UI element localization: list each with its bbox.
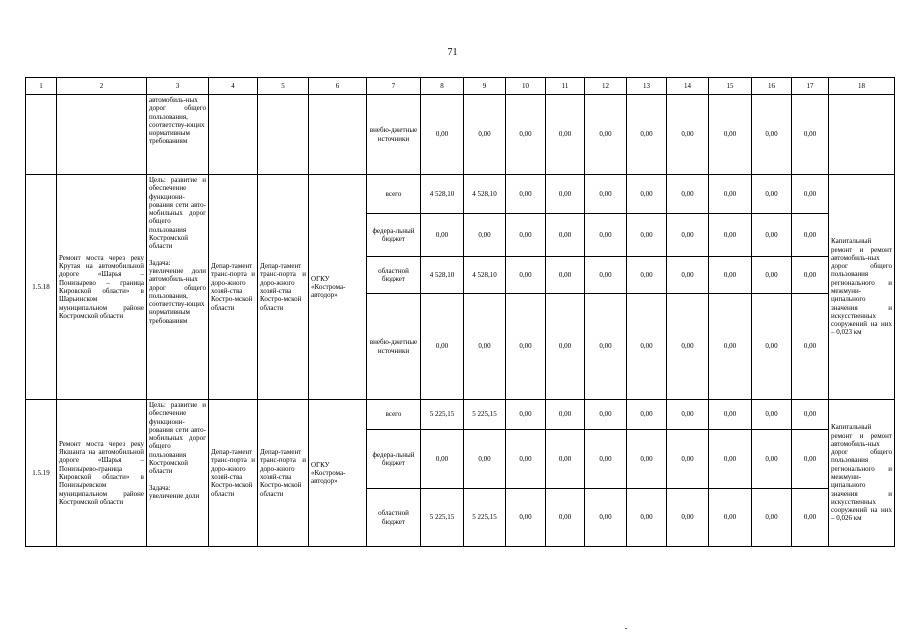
goal-task-cell [147, 175, 209, 400]
column-header: 11 [546, 78, 585, 95]
column-header: 12 [585, 78, 627, 95]
value-cell: 0,00 [709, 430, 752, 489]
value-cell: 0,00 [792, 489, 829, 547]
value-cell: 0,00 [464, 214, 506, 257]
value-cell: 0,00 [792, 214, 829, 257]
column-header: 8 [421, 78, 464, 95]
value-cell: 0,00 [627, 257, 667, 294]
funding-source: всего [367, 400, 421, 430]
value-cell: 0,00 [506, 400, 546, 430]
row-id: 1.5.19 [26, 400, 57, 547]
value-cell: 0,00 [792, 175, 829, 214]
column-header: 13 [627, 78, 667, 95]
dept-cell: Депар-тамент транс-порта и доро-жного хозяй-ства Костро-мской области [209, 175, 258, 400]
spacer [149, 251, 206, 259]
value-cell: 0,00 [667, 430, 709, 489]
value-cell: 0,00 [667, 294, 709, 400]
column-header: 9 [464, 78, 506, 95]
value-cell: 4 528,10 [421, 175, 464, 214]
value-cell: 0,00 [709, 489, 752, 547]
task-text: Задача: увеличение доли [149, 483, 200, 500]
value-cell: 0,00 [627, 294, 667, 400]
value-cell: 5 225,15 [464, 400, 506, 430]
column-header: 10 [506, 78, 546, 95]
value-cell: 0,00 [627, 489, 667, 547]
value-cell: 0,00 [667, 95, 709, 175]
value-cell: 0,00 [464, 294, 506, 400]
value-cell: 0,00 [709, 257, 752, 294]
funding-source: областной бюджет [367, 257, 421, 294]
value-cell: 0,00 [546, 430, 585, 489]
value-cell: 0,00 [752, 430, 792, 489]
value-cell: 0,00 [506, 489, 546, 547]
dept-cell: Депар-тамент транс-порта и доро-жного хозяй-ства Костро-мской области [209, 400, 258, 547]
value-cell: 0,00 [506, 175, 546, 214]
value-cell: 0,00 [585, 294, 627, 400]
value-cell: 0,00 [752, 257, 792, 294]
value-cell: 0,00 [627, 400, 667, 430]
row-id: 1.5.18 [26, 175, 57, 400]
value-cell: 0,00 [667, 257, 709, 294]
value-cell: 5 225,15 [421, 400, 464, 430]
goal-task-cell [147, 400, 209, 547]
column-header: 3 [147, 78, 209, 95]
value-cell: 0,00 [546, 294, 585, 400]
funding-source: областной бюджет [367, 489, 421, 547]
page-number: 71 [447, 47, 458, 58]
value-cell: 5 225,15 [464, 489, 506, 547]
goal-text: Цель: развитие и обеспечение функциони-рования сети авто-мобильных дорог общего пользования Костромской области [149, 401, 206, 476]
value-cell: 5 225,15 [421, 489, 464, 547]
column-header: 1 [26, 78, 57, 95]
spacer [149, 476, 206, 484]
executor-cell: ОГКУ «Кострома-автодор» [309, 400, 367, 547]
row-id-cell [26, 95, 57, 175]
dept-cell: Депар-тамент транс-порта и доро-жного хозяй-ства Костро-мской области [258, 175, 309, 400]
dept-cell [258, 95, 309, 175]
column-header: 17 [792, 78, 829, 95]
header-row [26, 78, 895, 95]
value-cell: 0,00 [752, 294, 792, 400]
funding-source: внебю-джетные источники [367, 95, 421, 175]
value-cell: 0,00 [709, 294, 752, 400]
task-text: Задача: увеличение доли автомобиль-ных дорог общего пользования, соответству-ющих нормативным требованиям [149, 258, 206, 325]
result-cell: Капитальный ремонт и ремонт автомобиль-ных дорог общего пользования регионального и межмуни-ципального значения и искусственных сооружений на них – 0,026 км [829, 400, 895, 547]
table-row [26, 400, 895, 430]
value-cell: 0,00 [421, 294, 464, 400]
column-header: 4 [209, 78, 258, 95]
value-cell: 4 528,10 [421, 257, 464, 294]
column-header: 2 [57, 78, 147, 95]
value-cell: 0,00 [709, 175, 752, 214]
value-cell: 0,00 [585, 489, 627, 547]
value-cell: 0,00 [421, 214, 464, 257]
value-cell: 0,00 [667, 175, 709, 214]
dept-cell [209, 95, 258, 175]
continuation-row [26, 95, 895, 175]
value-cell: 0,00 [464, 430, 506, 489]
column-header: 7 [367, 78, 421, 95]
value-cell: 0,00 [506, 257, 546, 294]
column-header: 14 [667, 78, 709, 95]
result-cell [829, 95, 895, 175]
value-cell: 0,00 [667, 489, 709, 547]
value-cell: 0,00 [752, 400, 792, 430]
value-cell: 0,00 [792, 95, 829, 175]
funding-source: федера-льный бюджет [367, 214, 421, 257]
value-cell: 0,00 [585, 175, 627, 214]
value-cell: 0,00 [627, 95, 667, 175]
goal-text: Цель: развитие и обеспечение функциони-рования сети авто-мобильных дорог общего пользования Костромской области [149, 176, 206, 251]
value-cell: 0,00 [792, 430, 829, 489]
value-cell: 4 528,10 [464, 257, 506, 294]
value-cell: 0,00 [792, 400, 829, 430]
value-cell: 0,00 [792, 257, 829, 294]
value-cell: 0,00 [546, 175, 585, 214]
value-cell: 0,00 [585, 95, 627, 175]
executor-cell [309, 95, 367, 175]
value-cell: 0,00 [585, 430, 627, 489]
row-name-cell [57, 95, 147, 175]
value-cell: 0,00 [709, 95, 752, 175]
scan-speck [625, 628, 627, 629]
value-cell: 4 528,10 [464, 175, 506, 214]
column-header: 16 [752, 78, 792, 95]
value-cell: 0,00 [709, 214, 752, 257]
value-cell: 0,00 [421, 95, 464, 175]
value-cell: 0,00 [752, 214, 792, 257]
funding-source: федера-льный бюджет [367, 430, 421, 489]
goal-cell: автомобиль-ных дорог общего пользования, соответству-ющих нормативным требованиям [147, 95, 209, 175]
value-cell: 0,00 [667, 214, 709, 257]
value-cell: 0,00 [792, 294, 829, 400]
value-cell: 0,00 [506, 430, 546, 489]
value-cell: 0,00 [752, 175, 792, 214]
dept-cell: Депар-тамент транс-порта и доро-жного хозяй-ства Костро-мской области [258, 400, 309, 547]
executor-cell: ОГКУ «Кострома-автодор» [309, 175, 367, 400]
value-cell: 0,00 [752, 489, 792, 547]
row-name: Ремонт моста через реку Крутая на автомобильной дороге «Шарья – Понизырево – граница Кировской области» в Шарьинском муниципальном районе Костромской области [57, 175, 147, 400]
value-cell: 0,00 [421, 430, 464, 489]
value-cell: 0,00 [585, 257, 627, 294]
value-cell: 0,00 [464, 95, 506, 175]
value-cell: 0,00 [709, 400, 752, 430]
value-cell: 0,00 [546, 95, 585, 175]
program-table [25, 77, 895, 547]
value-cell: 0,00 [627, 175, 667, 214]
funding-source: всего [367, 175, 421, 214]
value-cell: 0,00 [546, 400, 585, 430]
table-row [26, 175, 895, 214]
column-header: 15 [709, 78, 752, 95]
result-cell: Капитальный ремонт и ремонт автомобиль-ных дорог общего пользования регионального и межмуни-ципального значения и искусственных сооружений на них – 0,023 км [829, 175, 895, 400]
value-cell: 0,00 [546, 214, 585, 257]
column-header: 18 [829, 78, 895, 95]
column-header: 5 [258, 78, 309, 95]
column-header: 6 [309, 78, 367, 95]
value-cell: 0,00 [627, 214, 667, 257]
value-cell: 0,00 [667, 400, 709, 430]
row-name: Ремонт моста через реку Якшанга на автомобильной дороге «Шарья – Понизырево-граница Кировской области» в Понизыревском муниципальном районе Костромской области [57, 400, 147, 547]
value-cell: 0,00 [506, 294, 546, 400]
value-cell: 0,00 [546, 257, 585, 294]
value-cell: 0,00 [506, 214, 546, 257]
value-cell: 0,00 [506, 95, 546, 175]
value-cell: 0,00 [585, 400, 627, 430]
value-cell: 0,00 [752, 95, 792, 175]
value-cell: 0,00 [627, 430, 667, 489]
value-cell: 0,00 [546, 489, 585, 547]
value-cell: 0,00 [585, 214, 627, 257]
funding-source: внебю-джетные источники [367, 294, 421, 400]
